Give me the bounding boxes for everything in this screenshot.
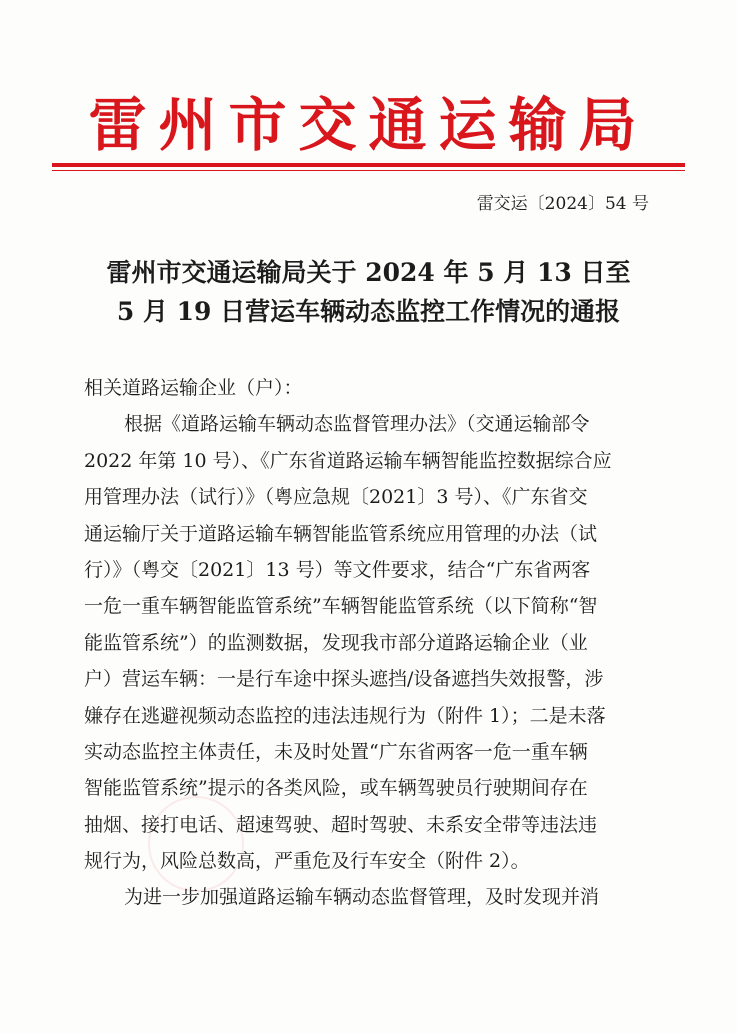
body-line: 抽烟、接打电话、超速驾驶、超时驾驶、未系安全带等违法违 [84, 813, 598, 836]
body-line: 实动态监控主体责任，未及时处置“广东省两客一危一重车辆 [84, 740, 588, 763]
document-number: 雷交运〔2024〕54 号 [476, 194, 649, 214]
body-line: 2022 年第 10 号）、《广东省道路运输车辆智能监控数据综合应 [84, 449, 612, 472]
red-header-rule-thin [52, 170, 685, 171]
body-line: 行）》（粤交〔2021〕13 号）等文件要求，结合“广东省两客 [84, 558, 591, 581]
body-line: 通运输厅关于道路运输车辆智能监管系统应用管理的办法（试 [84, 522, 598, 545]
document-title-line-2: 5 月 19 日营运车辆动态监控工作情况的通报 [116, 297, 621, 326]
body-line: 规行为，风险总数高，严重危及行车安全（附件 2）。 [84, 850, 530, 873]
document-title-line-1: 雷州市交通运输局关于 2024 年 5 月 13 日至 [106, 258, 631, 287]
body-line: 用管理办法（试行）》（粤应急规〔2021〕3 号）、《广东省交 [84, 486, 588, 509]
body-line: 根据《道路运输车辆动态监督管理办法》（交通运输部令 [124, 413, 590, 436]
issuing-authority-title: 雷州市交通运输局 [88, 91, 649, 159]
body-line: 户）营运车辆：一是行车途中探头遮挡/设备遮挡失效报警，涉 [84, 668, 604, 691]
document-title [56, 253, 681, 331]
body-line: 一危一重车辆智能监管系统”车辆智能监管系统（以下简称“智 [84, 595, 598, 618]
body-line: 智能监管系统”提示的各类风险，或车辆驾驶员行驶期间存在 [84, 777, 588, 800]
body-line: 为进一步加强道路运输车辆动态监督管理，及时发现并消 [124, 886, 600, 909]
document-body [84, 370, 676, 916]
salutation: 相关道路运输企业（户）： [84, 377, 303, 399]
red-header-rule [52, 163, 685, 167]
body-line: 嫌存在逃避视频动态监控的违法违规行为（附件 1）；二是未落 [84, 704, 606, 727]
body-line: 能监管系统”）的监测数据，发现我市部分道路运输企业（业 [84, 631, 588, 654]
